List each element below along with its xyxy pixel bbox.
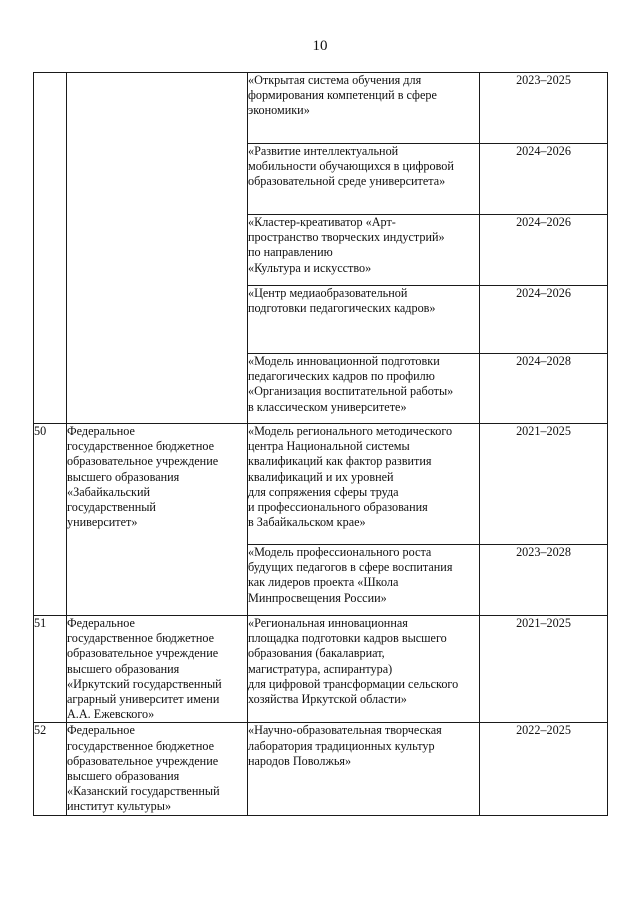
table-row xyxy=(34,616,608,723)
project-title: «Кластер-креативатор «Арт- пространство творческих индустрий» по направлению «Культура и искусство» xyxy=(248,215,480,286)
project-title: «Развитие интеллектуальной мобильности обучающихся в цифровой образовательной среде университета» xyxy=(248,144,480,215)
project-period: 2022–2025 xyxy=(480,723,608,815)
table-row xyxy=(34,73,608,144)
table-row xyxy=(34,424,608,545)
organization-name: Федеральное государственное бюджетное образовательное учреждение высшего образования «Иркутский государственный аграрный университет имени А.А. Ежевского» xyxy=(67,616,248,723)
row-number: 51 xyxy=(34,616,67,723)
project-period: 2024–2026 xyxy=(480,215,608,286)
page-number: 10 xyxy=(312,38,328,54)
project-title: «Модель регионального методического центра Национальной системы квалификаций как фактор развития квалификаций и их уровней для сопряжения сферы труда и профессионального образования в Забайкальском крае» xyxy=(248,424,480,545)
project-period: 2023–2028 xyxy=(480,545,608,616)
project-title: «Модель профессионального роста будущих педагогов в сфере воспитания как лидеров проекта «Школа Минпросвещения России» xyxy=(248,545,480,616)
project-period: 2024–2028 xyxy=(480,354,608,424)
organization-name: Федеральное государственное бюджетное образовательное учреждение высшего образования «Забайкальский государственный университет» xyxy=(67,424,248,616)
project-period: 2024–2026 xyxy=(480,144,608,215)
row-number: 52 xyxy=(34,723,67,815)
project-title: «Региональная инновационная площадка подготовки кадров высшего образования (бакалавриат, магистратура, аспирантура) для цифровой трансформации сельского хозяйства Иркутской области» xyxy=(248,616,480,723)
row-number: 50 xyxy=(34,424,67,616)
project-title: «Модель инновационной подготовки педагогических кадров по профилю «Организация воспитательной работы» в классическом университете» xyxy=(248,354,480,424)
project-period: 2023–2025 xyxy=(480,73,608,144)
table-row xyxy=(34,723,608,815)
project-title: «Центр медиаобразовательной подготовки педагогических кадров» xyxy=(248,286,480,354)
organization-name: Федеральное государственное бюджетное образовательное учреждение высшего образования «Казанский государственный институт культуры» xyxy=(67,723,248,815)
project-title: «Научно-образовательная творческая лаборатория традиционных культур народов Поволжья» xyxy=(248,723,480,815)
organization-cell-empty xyxy=(67,73,248,424)
project-title: «Открытая система обучения для формирования компетенций в сфере экономики» xyxy=(248,73,480,144)
number-cell-empty xyxy=(34,73,67,424)
innovation-sites-table xyxy=(33,72,608,816)
project-period: 2021–2025 xyxy=(480,424,608,545)
project-period: 2024–2026 xyxy=(480,286,608,354)
project-period: 2021–2025 xyxy=(480,616,608,723)
